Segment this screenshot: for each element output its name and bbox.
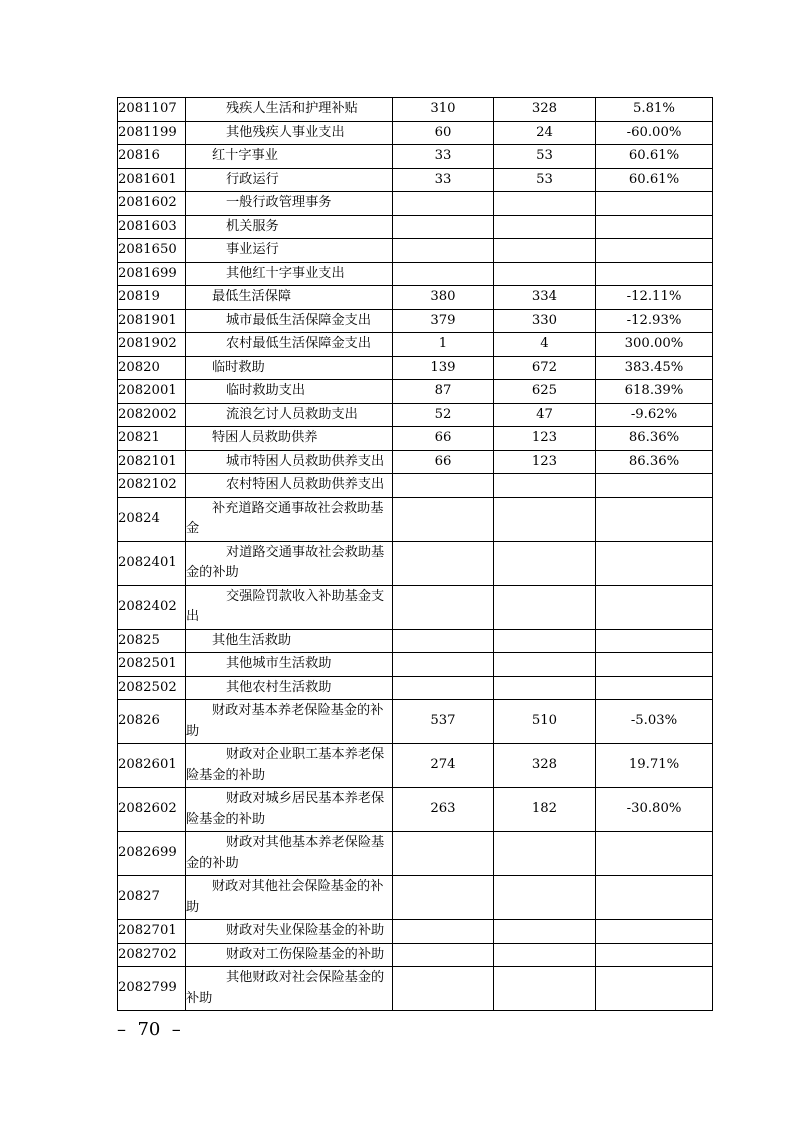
code-cell: 2081603 bbox=[118, 215, 186, 239]
amount-cell-b bbox=[494, 239, 596, 263]
change-rate-cell bbox=[596, 676, 713, 700]
table-row bbox=[118, 832, 713, 876]
code-cell: 2082701 bbox=[118, 920, 186, 944]
item-name-cell: 最低生活保障 bbox=[186, 286, 393, 310]
item-name-cell: 对道路交通事故社会救助基金的补助 bbox=[186, 541, 393, 585]
amount-cell-a: 379 bbox=[393, 309, 494, 333]
table-row bbox=[118, 98, 713, 122]
item-name-cell: 其他残疾人事业支出 bbox=[186, 121, 393, 145]
change-rate-cell: -9.62% bbox=[596, 403, 713, 427]
code-cell: 2082402 bbox=[118, 585, 186, 629]
item-name-cell: 临时救助支出 bbox=[186, 380, 393, 404]
table-row bbox=[118, 629, 713, 653]
change-rate-cell: 19.71% bbox=[596, 744, 713, 788]
code-cell: 20820 bbox=[118, 356, 186, 380]
change-rate-cell: -12.11% bbox=[596, 286, 713, 310]
item-name-cell: 财政对企业职工基本养老保险基金的补助 bbox=[186, 744, 393, 788]
amount-cell-a: 274 bbox=[393, 744, 494, 788]
table-row bbox=[118, 427, 713, 451]
change-rate-cell: 5.81% bbox=[596, 98, 713, 122]
amount-cell-a bbox=[393, 653, 494, 677]
amount-cell-b: 330 bbox=[494, 309, 596, 333]
item-name-cell: 事业运行 bbox=[186, 239, 393, 263]
item-name-cell: 流浪乞讨人员救助支出 bbox=[186, 403, 393, 427]
item-name-cell: 其他红十字事业支出 bbox=[186, 262, 393, 286]
amount-cell-b: 328 bbox=[494, 744, 596, 788]
amount-cell-b bbox=[494, 920, 596, 944]
code-cell: 2081902 bbox=[118, 333, 186, 357]
code-cell: 20824 bbox=[118, 497, 186, 541]
amount-cell-a bbox=[393, 967, 494, 1011]
code-cell: 2082602 bbox=[118, 788, 186, 832]
change-rate-cell bbox=[596, 585, 713, 629]
table-row bbox=[118, 262, 713, 286]
amount-cell-a bbox=[393, 920, 494, 944]
amount-cell-b: 510 bbox=[494, 700, 596, 744]
code-cell: 2081107 bbox=[118, 98, 186, 122]
item-name-cell: 行政运行 bbox=[186, 168, 393, 192]
amount-cell-a: 60 bbox=[393, 121, 494, 145]
table-row bbox=[118, 653, 713, 677]
amount-cell-a: 33 bbox=[393, 168, 494, 192]
table-row bbox=[118, 286, 713, 310]
table-row bbox=[118, 744, 713, 788]
code-cell: 2081901 bbox=[118, 309, 186, 333]
table-row bbox=[118, 239, 713, 263]
table-row bbox=[118, 876, 713, 920]
amount-cell-b bbox=[494, 585, 596, 629]
code-cell: 2081601 bbox=[118, 168, 186, 192]
amount-cell-a: 310 bbox=[393, 98, 494, 122]
amount-cell-a: 87 bbox=[393, 380, 494, 404]
code-cell: 20819 bbox=[118, 286, 186, 310]
item-name-cell: 财政对其他基本养老保险基金的补助 bbox=[186, 832, 393, 876]
code-cell: 2082702 bbox=[118, 943, 186, 967]
change-rate-cell: 86.36% bbox=[596, 450, 713, 474]
change-rate-cell: -60.00% bbox=[596, 121, 713, 145]
item-name-cell: 其他城市生活救助 bbox=[186, 653, 393, 677]
amount-cell-b: 47 bbox=[494, 403, 596, 427]
table-row bbox=[118, 450, 713, 474]
code-cell: 2082102 bbox=[118, 474, 186, 498]
item-name-cell: 城市最低生活保障金支出 bbox=[186, 309, 393, 333]
amount-cell-b: 53 bbox=[494, 168, 596, 192]
code-cell: 2082601 bbox=[118, 744, 186, 788]
change-rate-cell bbox=[596, 474, 713, 498]
change-rate-cell bbox=[596, 239, 713, 263]
amount-cell-a bbox=[393, 629, 494, 653]
amount-cell-b: 123 bbox=[494, 450, 596, 474]
amount-cell-a bbox=[393, 832, 494, 876]
amount-cell-a bbox=[393, 541, 494, 585]
table-row bbox=[118, 676, 713, 700]
change-rate-cell bbox=[596, 215, 713, 239]
table-row bbox=[118, 943, 713, 967]
change-rate-cell: 300.00% bbox=[596, 333, 713, 357]
code-cell: 2082799 bbox=[118, 967, 186, 1011]
change-rate-cell bbox=[596, 876, 713, 920]
change-rate-cell bbox=[596, 262, 713, 286]
table-row bbox=[118, 356, 713, 380]
code-cell: 20825 bbox=[118, 629, 186, 653]
code-cell: 2082001 bbox=[118, 380, 186, 404]
item-name-cell: 临时救助 bbox=[186, 356, 393, 380]
amount-cell-b: 24 bbox=[494, 121, 596, 145]
table-row bbox=[118, 168, 713, 192]
budget-table-body bbox=[118, 98, 713, 1011]
change-rate-cell: 383.45% bbox=[596, 356, 713, 380]
amount-cell-a bbox=[393, 262, 494, 286]
code-cell: 2082101 bbox=[118, 450, 186, 474]
change-rate-cell bbox=[596, 497, 713, 541]
code-cell: 2082699 bbox=[118, 832, 186, 876]
table-row bbox=[118, 215, 713, 239]
change-rate-cell: 86.36% bbox=[596, 427, 713, 451]
amount-cell-a bbox=[393, 192, 494, 216]
amount-cell-a: 1 bbox=[393, 333, 494, 357]
change-rate-cell bbox=[596, 943, 713, 967]
amount-cell-b bbox=[494, 262, 596, 286]
amount-cell-a: 139 bbox=[393, 356, 494, 380]
table-row bbox=[118, 920, 713, 944]
table-row bbox=[118, 192, 713, 216]
page-number: – 70 – bbox=[117, 1019, 181, 1040]
table-row bbox=[118, 585, 713, 629]
table-row bbox=[118, 309, 713, 333]
amount-cell-b: 182 bbox=[494, 788, 596, 832]
code-cell: 2081199 bbox=[118, 121, 186, 145]
amount-cell-b bbox=[494, 192, 596, 216]
amount-cell-a bbox=[393, 943, 494, 967]
amount-cell-a: 33 bbox=[393, 145, 494, 169]
amount-cell-b bbox=[494, 832, 596, 876]
code-cell: 20816 bbox=[118, 145, 186, 169]
amount-cell-b bbox=[494, 943, 596, 967]
item-name-cell: 一般行政管理事务 bbox=[186, 192, 393, 216]
table-row bbox=[118, 403, 713, 427]
item-name-cell: 残疾人生活和护理补贴 bbox=[186, 98, 393, 122]
amount-cell-a bbox=[393, 215, 494, 239]
change-rate-cell bbox=[596, 920, 713, 944]
amount-cell-a: 380 bbox=[393, 286, 494, 310]
change-rate-cell bbox=[596, 629, 713, 653]
table-row bbox=[118, 967, 713, 1011]
amount-cell-b bbox=[494, 497, 596, 541]
table-row bbox=[118, 788, 713, 832]
item-name-cell: 城市特困人员救助供养支出 bbox=[186, 450, 393, 474]
item-name-cell: 其他生活救助 bbox=[186, 629, 393, 653]
amount-cell-a bbox=[393, 876, 494, 920]
item-name-cell: 农村最低生活保障金支出 bbox=[186, 333, 393, 357]
amount-cell-a: 66 bbox=[393, 450, 494, 474]
amount-cell-a: 66 bbox=[393, 427, 494, 451]
amount-cell-b bbox=[494, 876, 596, 920]
change-rate-cell bbox=[596, 653, 713, 677]
change-rate-cell bbox=[596, 541, 713, 585]
item-name-cell: 交强险罚款收入补助基金支出 bbox=[186, 585, 393, 629]
table-row bbox=[118, 333, 713, 357]
code-cell: 20827 bbox=[118, 876, 186, 920]
change-rate-cell bbox=[596, 967, 713, 1011]
amount-cell-a bbox=[393, 239, 494, 263]
change-rate-cell: -12.93% bbox=[596, 309, 713, 333]
code-cell: 2081699 bbox=[118, 262, 186, 286]
item-name-cell: 其他农村生活救助 bbox=[186, 676, 393, 700]
item-name-cell: 财政对失业保险基金的补助 bbox=[186, 920, 393, 944]
change-rate-cell: -5.03% bbox=[596, 700, 713, 744]
amount-cell-b bbox=[494, 653, 596, 677]
item-name-cell: 农村特困人员救助供养支出 bbox=[186, 474, 393, 498]
table-row bbox=[118, 700, 713, 744]
item-name-cell: 其他财政对社会保险基金的补助 bbox=[186, 967, 393, 1011]
amount-cell-a bbox=[393, 676, 494, 700]
item-name-cell: 红十字事业 bbox=[186, 145, 393, 169]
code-cell: 20826 bbox=[118, 700, 186, 744]
code-cell: 2082501 bbox=[118, 653, 186, 677]
item-name-cell: 特困人员救助供养 bbox=[186, 427, 393, 451]
table-row bbox=[118, 497, 713, 541]
table-row bbox=[118, 380, 713, 404]
amount-cell-b bbox=[494, 967, 596, 1011]
code-cell: 2082401 bbox=[118, 541, 186, 585]
amount-cell-b: 334 bbox=[494, 286, 596, 310]
amount-cell-b: 328 bbox=[494, 98, 596, 122]
item-name-cell: 财政对城乡居民基本养老保险基金的补助 bbox=[186, 788, 393, 832]
table-row bbox=[118, 145, 713, 169]
budget-table bbox=[117, 97, 713, 1011]
table-row bbox=[118, 541, 713, 585]
code-cell: 2082002 bbox=[118, 403, 186, 427]
amount-cell-b: 625 bbox=[494, 380, 596, 404]
change-rate-cell bbox=[596, 832, 713, 876]
amount-cell-a: 263 bbox=[393, 788, 494, 832]
item-name-cell: 财政对工伤保险基金的补助 bbox=[186, 943, 393, 967]
amount-cell-b: 53 bbox=[494, 145, 596, 169]
change-rate-cell: 60.61% bbox=[596, 168, 713, 192]
amount-cell-a: 537 bbox=[393, 700, 494, 744]
code-cell: 2082502 bbox=[118, 676, 186, 700]
code-cell: 20821 bbox=[118, 427, 186, 451]
amount-cell-b bbox=[494, 215, 596, 239]
item-name-cell: 补充道路交通事故社会救助基金 bbox=[186, 497, 393, 541]
item-name-cell: 财政对其他社会保险基金的补助 bbox=[186, 876, 393, 920]
amount-cell-a bbox=[393, 497, 494, 541]
table-row bbox=[118, 474, 713, 498]
code-cell: 2081650 bbox=[118, 239, 186, 263]
amount-cell-b bbox=[494, 676, 596, 700]
item-name-cell: 财政对基本养老保险基金的补助 bbox=[186, 700, 393, 744]
code-cell: 2081602 bbox=[118, 192, 186, 216]
amount-cell-b bbox=[494, 541, 596, 585]
amount-cell-b: 672 bbox=[494, 356, 596, 380]
change-rate-cell: 60.61% bbox=[596, 145, 713, 169]
amount-cell-b: 4 bbox=[494, 333, 596, 357]
change-rate-cell: 618.39% bbox=[596, 380, 713, 404]
change-rate-cell bbox=[596, 192, 713, 216]
table-row bbox=[118, 121, 713, 145]
change-rate-cell: -30.80% bbox=[596, 788, 713, 832]
amount-cell-b: 123 bbox=[494, 427, 596, 451]
amount-cell-a: 52 bbox=[393, 403, 494, 427]
item-name-cell: 机关服务 bbox=[186, 215, 393, 239]
amount-cell-b bbox=[494, 474, 596, 498]
amount-cell-b bbox=[494, 629, 596, 653]
amount-cell-a bbox=[393, 474, 494, 498]
amount-cell-a bbox=[393, 585, 494, 629]
